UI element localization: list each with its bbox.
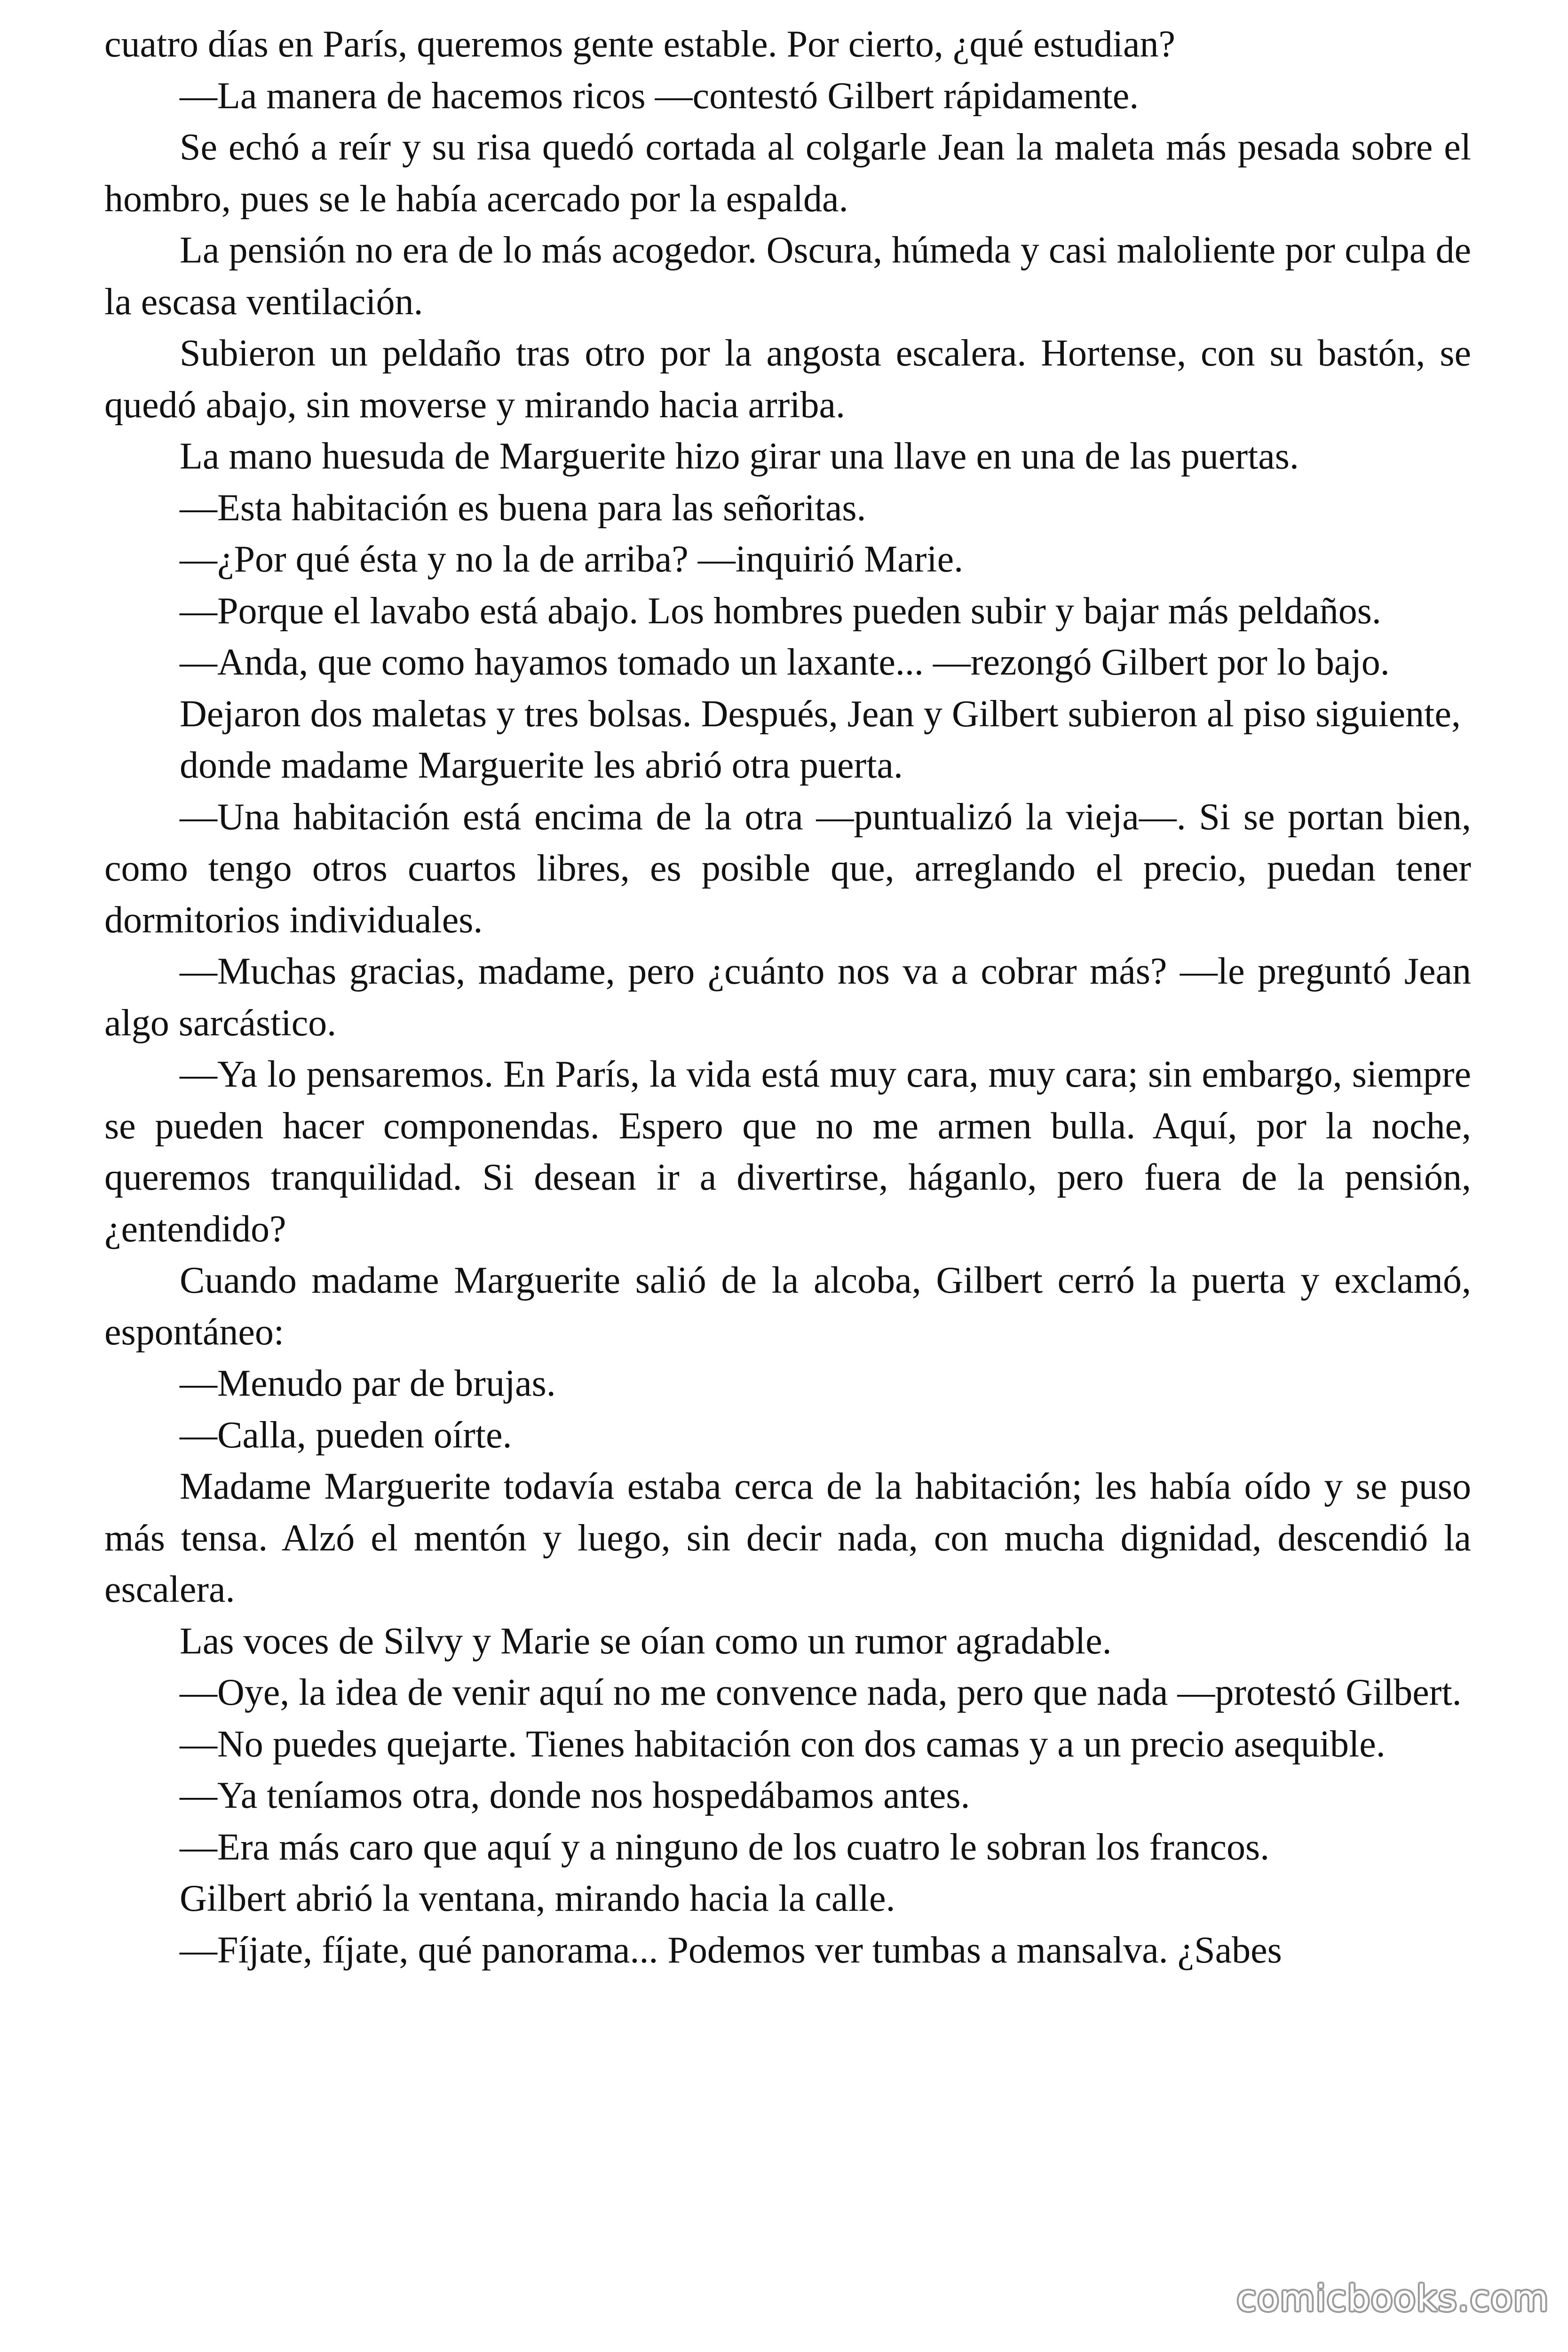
paragraph-3: Se echó a reír y su risa quedó cortada al colgarle Jean la maleta más pesada sobre el hombro, pues se le había acercado por la espalda.	[104, 127, 1471, 220]
paragraph-2: —La manera de hacemos ricos —contestó Gilbert rápidamente.	[180, 75, 1139, 117]
paragraph-21: —Oye, la idea de venir aquí no me convence nada, pero que nada —protestó Gilbert.	[180, 1672, 1462, 1713]
paragraph-18: —Calla, pueden oírte.	[180, 1414, 512, 1456]
paragraph-12: donde madame Marguerite les abrió otra puerta.	[180, 745, 903, 786]
paragraph-8: —¿Por qué ésta y no la de arriba? —inquirió Marie.	[180, 539, 964, 580]
paragraph-17: —Menudo par de brujas.	[180, 1363, 556, 1404]
watermark: comicbooks.com	[1236, 2277, 1549, 2319]
book-page-text	[104, 19, 1471, 1976]
paragraph-23: —Ya teníamos otra, donde nos hospedábamos antes.	[180, 1775, 970, 1816]
paragraph-4: La pensión no era de lo más acogedor. Oscura, húmeda y casi maloliente por culpa de la escasa ventilación.	[104, 230, 1471, 323]
paragraph-19: Madame Marguerite todavía estaba cerca de la habitación; les había oído y se puso más tensa. Alzó el mentón y luego, sin decir nada, con mucha dignidad, descendió la escalera.	[104, 1466, 1471, 1610]
paragraph-14: —Muchas gracias, madame, pero ¿cuánto nos va a cobrar más? —le preguntó Jean algo sarcástico.	[104, 951, 1471, 1044]
paragraph-10: —Anda, que como hayamos tomado un laxante... —rezongó Gilbert por lo bajo.	[180, 642, 1390, 683]
paragraph-15: —Ya lo pensaremos. En París, la vida está muy cara, muy cara; sin embargo, siempre se pueden hacer componendas. Espero que no me armen bulla. Aquí, por la noche, queremos tranquilidad. Si desean ir a divertirse, háganlo, pero fuera de la pensión, ¿entendido?	[104, 1054, 1471, 1250]
paragraph-24: —Era más caro que aquí y a ninguno de los cuatro le sobran los francos.	[180, 1826, 1270, 1868]
paragraph-5: Subieron un peldaño tras otro por la angosta escalera. Hortense, con su bastón, se quedó abajo, sin moverse y mirando hacia arriba.	[104, 333, 1471, 426]
paragraph-20: Las voces de Silvy y Marie se oían como un rumor agradable.	[180, 1620, 1112, 1662]
paragraph-13: —Una habitación está encima de la otra —puntualizó la vieja—. Si se portan bien, como tengo otros cuartos libres, es posible que, arreglando el precio, puedan tener dormitorios individuales.	[104, 796, 1471, 941]
paragraph-11: Dejaron dos maletas y tres bolsas. Después, Jean y Gilbert subieron al piso siguiente,	[180, 693, 1461, 735]
paragraph-1: cuatro días en París, queremos gente estable. Por cierto, ¿qué estudian?	[104, 24, 1175, 65]
paragraph-9: —Porque el lavabo está abajo. Los hombres pueden subir y bajar más peldaños.	[180, 590, 1381, 632]
paragraph-6: La mano huesuda de Marguerite hizo girar una llave en una de las puertas.	[180, 436, 1299, 477]
paragraph-26: —Fíjate, fíjate, qué panorama... Podemos ver tumbas a mansalva. ¿Sabes	[180, 1929, 1282, 1971]
paragraph-16: Cuando madame Marguerite salió de la alcoba, Gilbert cerró la puerta y exclamó, espontáneo:	[104, 1260, 1471, 1353]
paragraph-7: —Esta habitación es buena para las señoritas.	[180, 487, 866, 529]
paragraph-25: Gilbert abrió la ventana, mirando hacia la calle.	[180, 1878, 895, 1919]
paragraph-22: —No puedes quejarte. Tienes habitación con dos camas y a un precio asequible.	[180, 1723, 1386, 1765]
